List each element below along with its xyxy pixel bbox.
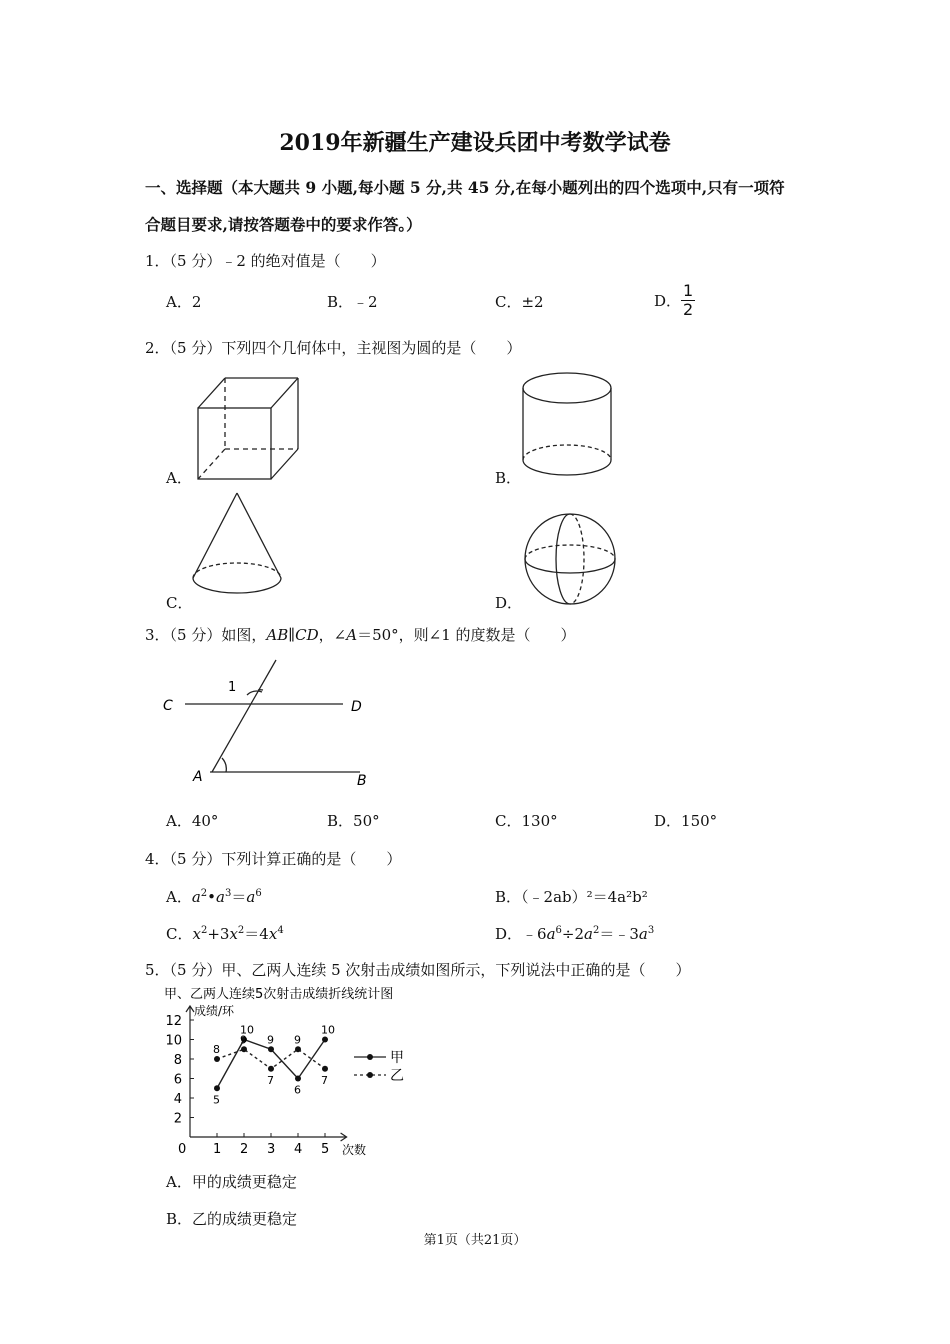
question-5-stem: 5．（5 分）甲、乙两人连续 5 次射击成绩如图所示，下列说法中正确的是（ ） [145, 961, 691, 979]
x-tick-label: 1 [213, 1142, 222, 1157]
x-tick-label: 5 [321, 1142, 330, 1157]
question-2-stem: 2．（5 分）下列四个几何体中，主视图为圆的是（ ） [145, 339, 522, 357]
sphere-figure [520, 510, 620, 610]
y-tick-label: 12 [165, 1014, 182, 1029]
y-axis-label: 成绩/环 [194, 1004, 235, 1018]
q1-option-a: A．2 [166, 293, 202, 311]
data-point [295, 1076, 301, 1082]
q4-option-a: A．$a^2•a^3=a^6$ [166, 888, 262, 906]
page-footer: 第1页（共21页） [423, 1233, 527, 1248]
legend-marker [367, 1054, 373, 1060]
label-angle-1: 1 [228, 680, 237, 695]
q1-option-d [654, 282, 695, 319]
data-label: 9 [294, 1033, 301, 1047]
q1-option-c: C．±2 [495, 293, 544, 311]
cylinder-figure [518, 368, 618, 483]
data-point [295, 1046, 301, 1052]
data-point [241, 1046, 247, 1052]
q5-option-b: B．乙的成绩更稳定 [166, 1210, 298, 1228]
data-label: 10 [321, 1023, 335, 1037]
x-tick-label: 2 [240, 1142, 249, 1157]
data-label: 9 [240, 1033, 247, 1047]
section-heading-line2: 合题目要求,请按答题卷中的要求作答。） [145, 215, 422, 234]
data-point [214, 1085, 220, 1091]
label-d: D [351, 699, 362, 715]
q5-option-a: A．甲的成绩更稳定 [166, 1173, 297, 1191]
question-1-stem: 1．（5 分）﹣2 的绝对值是（ ） [145, 252, 386, 270]
data-label: 9 [267, 1033, 274, 1047]
q2-option-d-label: D． [495, 594, 523, 612]
section-heading-line1: 一、选择题（本大题共 9 小题,每小题 5 分,共 45 分,在每小题列出的四个选项中,只有一项符 [145, 178, 785, 197]
q2-option-a-label: A． [166, 469, 192, 487]
question-3-stem: 3．（5 分）如图，AB∥CD，∠A＝50°，则∠1 的度数是（ ） [145, 626, 576, 644]
q3-option-b: B．50° [327, 812, 380, 830]
legend-label: 甲 [390, 1050, 404, 1066]
parallel-lines-figure [155, 650, 385, 795]
q4-option-c: C．$x^2+3x^2=4x^4$ [166, 925, 284, 943]
data-label: 5 [213, 1093, 220, 1107]
y-tick-label: 8 [173, 1053, 182, 1068]
q3-option-d: D．150° [654, 812, 718, 830]
fraction-one-half: $\frac{1}{2}$ [683, 281, 694, 319]
cone-figure [186, 488, 296, 608]
q1-option-b: B．﹣2 [327, 293, 378, 311]
legend-label: 乙 [390, 1068, 404, 1084]
data-label: 6 [294, 1083, 301, 1097]
q2-option-b-label: B． [495, 469, 522, 487]
data-point [268, 1066, 274, 1072]
chart-title: 甲、乙两人连续5次射击成绩折线统计图 [164, 987, 394, 1002]
y-tick-label: 4 [173, 1092, 182, 1107]
x-tick-label: 3 [267, 1142, 276, 1157]
y-tick-label: 10 [165, 1033, 182, 1049]
data-point [268, 1046, 274, 1052]
data-label: 8 [213, 1043, 220, 1056]
data-point [214, 1056, 220, 1062]
question-4-stem: 4．（5 分）下列计算正确的是（ ） [145, 850, 402, 868]
data-point [322, 1066, 328, 1072]
q2-option-c-label: C． [166, 594, 193, 612]
shooting-score-line-chart [160, 982, 420, 1162]
y-tick-label: 2 [173, 1111, 182, 1127]
label-a: A [193, 769, 203, 785]
q3-option-a: A．40° [166, 812, 219, 830]
q1-option-d-label: D． [654, 292, 682, 310]
data-label: 7 [321, 1073, 328, 1087]
data-label: 10 [240, 1023, 254, 1037]
q4-option-b: B．（﹣2ab）²＝4a²b² [495, 888, 648, 906]
data-label: 7 [267, 1073, 274, 1087]
label-c: C [163, 698, 173, 714]
label-b: B [357, 773, 367, 789]
x-tick-label: 4 [294, 1142, 303, 1157]
q3-option-c: C．130° [495, 812, 558, 830]
page-title: 2019年新疆生产建设兵团中考数学试卷 [279, 130, 671, 156]
x-axis-label: 次数 [342, 1143, 367, 1157]
y-tick-label: 6 [173, 1072, 182, 1088]
cube-figure [190, 370, 310, 485]
legend-marker [367, 1072, 373, 1078]
x-tick-label: 0 [178, 1142, 187, 1157]
data-point [322, 1037, 328, 1043]
q4-option-d: D．$﹣6a^6\div 2a^2=﹣3a^3$ [495, 925, 655, 943]
